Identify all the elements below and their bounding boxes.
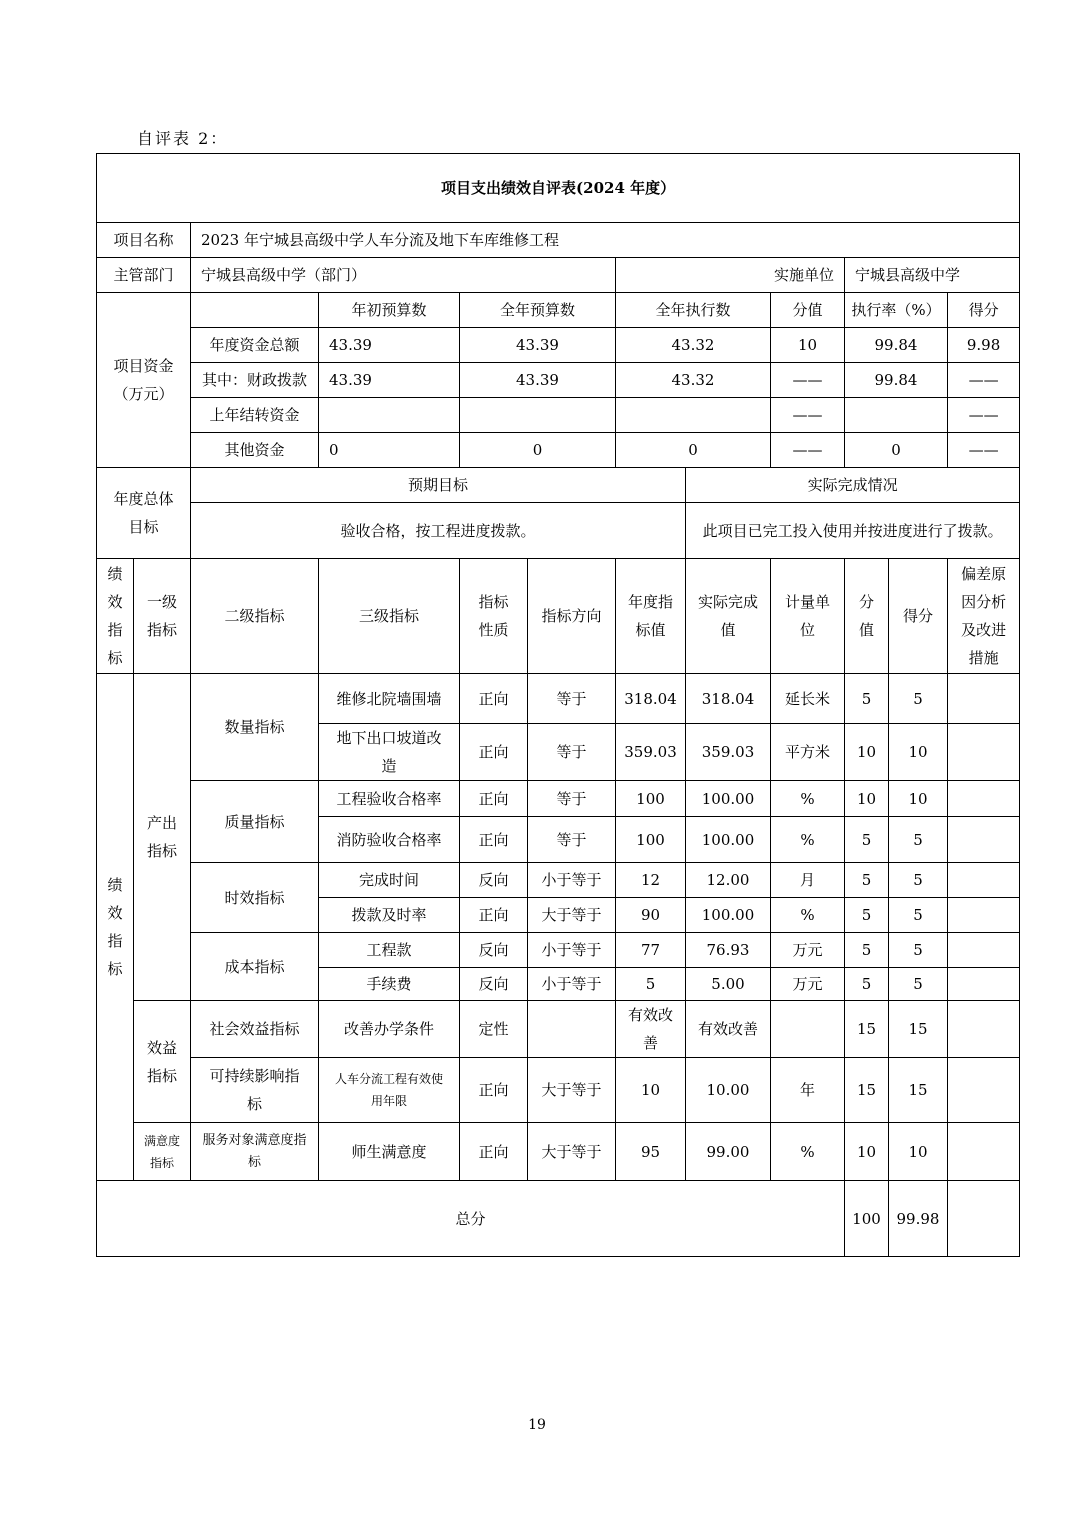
header-text: 实际完成 bbox=[697, 593, 758, 611]
indicator-unit: 万元 bbox=[771, 933, 845, 968]
indicator-actual: 有效改善 bbox=[686, 1001, 771, 1058]
indicator-score: 5 bbox=[889, 933, 948, 968]
funds-header-row bbox=[97, 293, 1020, 328]
funds-cell: —— bbox=[771, 398, 845, 433]
indicator-note bbox=[948, 863, 1020, 898]
indicator-note bbox=[948, 1001, 1020, 1058]
indicator-unit: 平方米 bbox=[771, 724, 845, 781]
header-text: 年度指 bbox=[627, 593, 673, 611]
indicator-unit: 万元 bbox=[771, 968, 845, 1001]
group-quality: 质量指标 bbox=[191, 781, 319, 863]
indicator-score-value: 10 bbox=[845, 781, 889, 817]
header-level1 bbox=[134, 559, 191, 674]
indicator-target: 12 bbox=[616, 863, 686, 898]
indicator-unit bbox=[771, 1001, 845, 1058]
header-text: 指标 bbox=[146, 621, 177, 639]
indicator-name: 地下出口坡道改造 bbox=[319, 724, 460, 781]
indicator-row bbox=[97, 674, 1020, 724]
total-score-value: 100 bbox=[845, 1181, 889, 1257]
indicator-unit: 延长米 bbox=[771, 674, 845, 724]
indicator-target: 77 bbox=[616, 933, 686, 968]
indicator-unit: 月 bbox=[771, 863, 845, 898]
caption: 自评表 2： bbox=[137, 129, 229, 148]
funds-cell: 10 bbox=[771, 328, 845, 363]
indicator-direction: 小于等于 bbox=[528, 863, 616, 898]
dept-label: 主管部门 bbox=[97, 258, 191, 293]
funds-row bbox=[97, 398, 1020, 433]
header-text: 位 bbox=[799, 621, 815, 639]
indicator-row bbox=[97, 863, 1020, 898]
label-text: 绩 bbox=[107, 876, 123, 894]
indicator-nature: 正向 bbox=[460, 724, 528, 781]
indicator-direction: 大于等于 bbox=[528, 1123, 616, 1181]
funds-cell: —— bbox=[948, 398, 1020, 433]
funds-row-label: 年度资金总额 bbox=[191, 328, 319, 363]
total-score: 99.98 bbox=[889, 1181, 948, 1257]
indicator-direction: 等于 bbox=[528, 781, 616, 817]
impl-unit-label: 实施单位 bbox=[616, 258, 845, 293]
indicator-direction: 大于等于 bbox=[528, 898, 616, 933]
indicator-target: 95 bbox=[616, 1123, 686, 1181]
actual-goal: 此项目已完工投入使用并按进度进行了拨款。 bbox=[686, 503, 1020, 559]
indicator-actual: 318.04 bbox=[686, 674, 771, 724]
header-text: 标值 bbox=[635, 621, 666, 639]
indicator-direction: 大于等于 bbox=[528, 1058, 616, 1123]
funds-label bbox=[97, 293, 191, 468]
indicator-row bbox=[97, 1001, 1020, 1058]
funds-cell: 9.98 bbox=[948, 328, 1020, 363]
label-text: 效益 bbox=[146, 1038, 177, 1057]
funds-cell: 99.84 bbox=[845, 363, 948, 398]
self-evaluation-table bbox=[96, 153, 1020, 1257]
funds-label-line1: 项目资金 bbox=[113, 357, 174, 375]
funds-cell bbox=[616, 398, 771, 433]
indicator-score-value: 15 bbox=[845, 1001, 889, 1058]
indicator-score-value: 5 bbox=[845, 933, 889, 968]
goal-label bbox=[97, 468, 191, 559]
indicator-note bbox=[948, 674, 1020, 724]
perf-indicator-label bbox=[97, 674, 134, 1181]
indicator-actual: 5.00 bbox=[686, 968, 771, 1001]
total-label: 总分 bbox=[97, 1181, 845, 1257]
impl-unit-value: 宁城县高级中学 bbox=[845, 258, 1020, 293]
label-text: 产出 bbox=[146, 814, 177, 832]
header-text: 因分析 bbox=[961, 593, 1007, 611]
indicator-actual: 100.00 bbox=[686, 781, 771, 817]
indicator-score: 5 bbox=[889, 898, 948, 933]
header-score-value bbox=[845, 559, 889, 674]
indicator-nature: 反向 bbox=[460, 968, 528, 1001]
group-sustain: 可持续影响指标 bbox=[191, 1058, 319, 1123]
funds-cell: —— bbox=[948, 433, 1020, 468]
indicator-target: 5 bbox=[616, 968, 686, 1001]
indicator-nature: 反向 bbox=[460, 933, 528, 968]
indicator-nature: 正向 bbox=[460, 817, 528, 863]
group-quantity: 数量指标 bbox=[191, 674, 319, 781]
header-deviation bbox=[948, 559, 1020, 674]
funds-cell: 43.39 bbox=[460, 363, 616, 398]
funds-header: 全年预算数 bbox=[460, 293, 616, 328]
indicator-direction bbox=[528, 1001, 616, 1058]
funds-cell: 0 bbox=[319, 433, 460, 468]
indicator-name: 工程验收合格率 bbox=[319, 781, 460, 817]
funds-row-label: 其他资金 bbox=[191, 433, 319, 468]
funds-cell: 99.84 bbox=[845, 328, 948, 363]
department-row bbox=[97, 258, 1020, 293]
indicator-nature: 正向 bbox=[460, 674, 528, 724]
indicator-header-row bbox=[97, 559, 1020, 674]
funds-cell bbox=[460, 398, 616, 433]
funds-row-label: 上年结转资金 bbox=[191, 398, 319, 433]
funds-cell: 43.39 bbox=[319, 328, 460, 363]
indicator-direction: 小于等于 bbox=[528, 933, 616, 968]
project-name-label: 项目名称 bbox=[97, 223, 191, 258]
header-text: 一级 bbox=[146, 593, 177, 611]
indicator-row bbox=[97, 1123, 1020, 1181]
indicator-score: 10 bbox=[889, 781, 948, 817]
funds-corner-cell bbox=[191, 293, 319, 328]
indicator-name: 人车分流工程有效使用年限 bbox=[319, 1058, 460, 1123]
indicator-name: 工程款 bbox=[319, 933, 460, 968]
header-text: 指标 bbox=[478, 593, 509, 611]
goal-label-line1: 年度总体 bbox=[113, 490, 174, 508]
actual-goal-header: 实际完成情况 bbox=[686, 468, 1020, 503]
indicator-score-value: 5 bbox=[845, 863, 889, 898]
funds-label-line2: （万元） bbox=[113, 385, 174, 403]
funds-row bbox=[97, 328, 1020, 363]
indicator-target: 318.04 bbox=[616, 674, 686, 724]
funds-cell: 43.32 bbox=[616, 328, 771, 363]
indicator-unit: % bbox=[771, 898, 845, 933]
indicator-nature: 正向 bbox=[460, 1123, 528, 1181]
indicator-score-value: 5 bbox=[845, 674, 889, 724]
satisfaction-indicator-label bbox=[134, 1123, 191, 1181]
label-text: 指标 bbox=[146, 1066, 177, 1085]
indicator-note bbox=[948, 933, 1020, 968]
header-text: 性质 bbox=[478, 621, 509, 639]
indicator-actual: 12.00 bbox=[686, 863, 771, 898]
header-nature bbox=[460, 559, 528, 674]
title-row bbox=[97, 154, 1020, 223]
funds-cell: 43.39 bbox=[460, 328, 616, 363]
label-text: 标 bbox=[107, 960, 123, 978]
indicator-target: 100 bbox=[616, 781, 686, 817]
label-text: 指标 bbox=[149, 1155, 174, 1170]
indicator-row bbox=[97, 933, 1020, 968]
indicator-nature: 反向 bbox=[460, 863, 528, 898]
output-indicator-label bbox=[134, 674, 191, 1001]
indicator-nature: 正向 bbox=[460, 781, 528, 817]
header-text: 措施 bbox=[968, 649, 999, 667]
indicator-target: 有效改善 bbox=[616, 1001, 686, 1058]
funds-row-label: 其中：财政拨款 bbox=[191, 363, 319, 398]
page-number: 19 bbox=[528, 1417, 546, 1433]
indicator-name: 完成时间 bbox=[319, 863, 460, 898]
indicator-note bbox=[948, 781, 1020, 817]
header-text: 偏差原 bbox=[961, 565, 1007, 583]
indicator-score-value: 10 bbox=[845, 1123, 889, 1181]
indicator-score: 5 bbox=[889, 674, 948, 724]
goal-header-row bbox=[97, 468, 1020, 503]
header-text: 绩 bbox=[107, 565, 123, 583]
indicator-actual: 100.00 bbox=[686, 817, 771, 863]
indicator-target: 10 bbox=[616, 1058, 686, 1123]
indicator-name: 消防验收合格率 bbox=[319, 817, 460, 863]
funds-row bbox=[97, 433, 1020, 468]
funds-header: 全年执行数 bbox=[616, 293, 771, 328]
indicator-note bbox=[948, 817, 1020, 863]
indicator-score-value: 5 bbox=[845, 968, 889, 1001]
group-cost: 成本指标 bbox=[191, 933, 319, 1001]
funds-cell bbox=[319, 398, 460, 433]
indicator-nature: 正向 bbox=[460, 1058, 528, 1123]
funds-cell: —— bbox=[771, 363, 845, 398]
header-text: 效 bbox=[107, 593, 123, 611]
indicator-row bbox=[97, 781, 1020, 817]
expected-goal: 验收合格，按工程进度拨款。 bbox=[191, 503, 686, 559]
funds-cell: 0 bbox=[616, 433, 771, 468]
indicator-direction: 小于等于 bbox=[528, 968, 616, 1001]
funds-cell: 43.39 bbox=[319, 363, 460, 398]
indicator-target: 90 bbox=[616, 898, 686, 933]
indicator-score: 15 bbox=[889, 1001, 948, 1058]
indicator-score-value: 5 bbox=[845, 898, 889, 933]
goal-label-line2: 目标 bbox=[128, 518, 159, 536]
indicator-note bbox=[948, 724, 1020, 781]
funds-header: 分值 bbox=[771, 293, 845, 328]
funds-cell bbox=[845, 398, 948, 433]
indicator-name: 维修北院墙围墙 bbox=[319, 674, 460, 724]
indicator-unit: % bbox=[771, 1123, 845, 1181]
indicator-unit: % bbox=[771, 817, 845, 863]
indicator-target: 359.03 bbox=[616, 724, 686, 781]
indicator-name: 师生满意度 bbox=[319, 1123, 460, 1181]
indicator-unit: % bbox=[771, 781, 845, 817]
label-text: 指 bbox=[107, 932, 123, 950]
header-text: 分 bbox=[858, 593, 874, 611]
indicator-direction: 等于 bbox=[528, 817, 616, 863]
funds-header: 执行率（%） bbox=[845, 293, 948, 328]
indicator-name: 手续费 bbox=[319, 968, 460, 1001]
benefit-indicator-label bbox=[134, 1001, 191, 1123]
indicator-score: 10 bbox=[889, 724, 948, 781]
label-text: 效 bbox=[107, 904, 123, 922]
indicator-direction: 等于 bbox=[528, 674, 616, 724]
indicator-actual: 76.93 bbox=[686, 933, 771, 968]
header-actual bbox=[686, 559, 771, 674]
indicator-direction: 等于 bbox=[528, 724, 616, 781]
funds-header: 得分 bbox=[948, 293, 1020, 328]
indicator-score-value: 15 bbox=[845, 1058, 889, 1123]
indicator-score: 10 bbox=[889, 1123, 948, 1181]
indicator-target: 100 bbox=[616, 817, 686, 863]
group-timeliness: 时效指标 bbox=[191, 863, 319, 933]
group-service: 服务对象满意度指标 bbox=[191, 1123, 319, 1181]
dept-value: 宁城县高级中学（部门） bbox=[191, 258, 616, 293]
indicator-row bbox=[97, 1058, 1020, 1123]
indicator-score-value: 5 bbox=[845, 817, 889, 863]
total-row bbox=[97, 1181, 1020, 1257]
header-text: 值 bbox=[858, 621, 874, 639]
header-score: 得分 bbox=[889, 559, 948, 674]
indicator-note bbox=[948, 1058, 1020, 1123]
funds-cell: 0 bbox=[845, 433, 948, 468]
indicator-score: 15 bbox=[889, 1058, 948, 1123]
header-text: 指 bbox=[107, 621, 123, 639]
indicator-nature: 正向 bbox=[460, 898, 528, 933]
header-unit bbox=[771, 559, 845, 674]
header-level3: 三级指标 bbox=[319, 559, 460, 674]
project-name-value: 2023 年宁城县高级中学人车分流及地下车库维修工程 bbox=[191, 223, 1020, 258]
funds-cell: —— bbox=[771, 433, 845, 468]
indicator-actual: 10.00 bbox=[686, 1058, 771, 1123]
project-name-row bbox=[97, 223, 1020, 258]
header-text: 及改进 bbox=[961, 621, 1007, 639]
label-text: 满意度 bbox=[143, 1133, 180, 1148]
table-title: 项目支出绩效自评表(2024 年度） bbox=[97, 154, 1020, 223]
funds-row bbox=[97, 363, 1020, 398]
indicator-unit: 年 bbox=[771, 1058, 845, 1123]
indicator-actual: 100.00 bbox=[686, 898, 771, 933]
label-text: 指标 bbox=[146, 842, 177, 860]
indicator-nature: 定性 bbox=[460, 1001, 528, 1058]
indicator-score: 5 bbox=[889, 968, 948, 1001]
expected-goal-header: 预期目标 bbox=[191, 468, 686, 503]
header-target bbox=[616, 559, 686, 674]
indicator-score: 5 bbox=[889, 863, 948, 898]
indicator-actual: 99.00 bbox=[686, 1123, 771, 1181]
header-perf-indicator bbox=[97, 559, 134, 674]
total-note bbox=[948, 1181, 1020, 1257]
header-text: 标 bbox=[107, 649, 123, 667]
indicator-name: 拨款及时率 bbox=[319, 898, 460, 933]
funds-header: 年初预算数 bbox=[319, 293, 460, 328]
indicator-note bbox=[948, 898, 1020, 933]
header-text: 计量单 bbox=[784, 593, 830, 611]
indicator-note bbox=[948, 968, 1020, 1001]
funds-cell: —— bbox=[948, 363, 1020, 398]
funds-cell: 0 bbox=[460, 433, 616, 468]
indicator-actual: 359.03 bbox=[686, 724, 771, 781]
header-level2: 二级指标 bbox=[191, 559, 319, 674]
header-direction: 指标方向 bbox=[528, 559, 616, 674]
group-social: 社会效益指标 bbox=[191, 1001, 319, 1058]
header-text: 值 bbox=[720, 621, 736, 639]
goal-content-row bbox=[97, 503, 1020, 559]
indicator-score: 5 bbox=[889, 817, 948, 863]
funds-cell: 43.32 bbox=[616, 363, 771, 398]
indicator-name: 改善办学条件 bbox=[319, 1001, 460, 1058]
indicator-note bbox=[948, 1123, 1020, 1181]
indicator-score-value: 10 bbox=[845, 724, 889, 781]
